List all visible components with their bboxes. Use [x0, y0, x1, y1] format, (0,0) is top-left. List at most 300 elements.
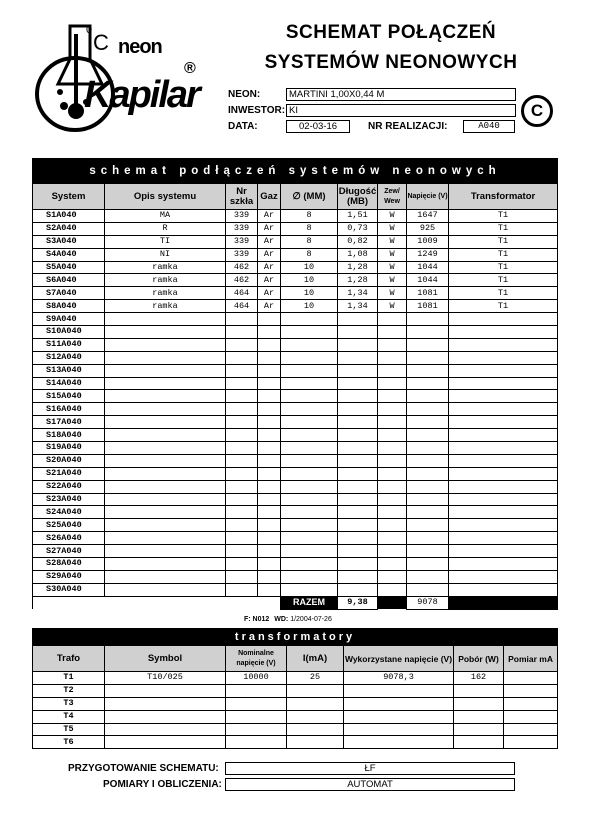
system-row — [33, 583, 558, 596]
cell-voltage: 1647 — [407, 210, 449, 223]
cell-trafo-symbol — [105, 697, 226, 710]
cell-transformer — [449, 326, 558, 339]
cell-gas — [258, 454, 281, 467]
system-row — [33, 287, 558, 300]
cell-power — [454, 684, 504, 697]
cell-measurement — [504, 723, 558, 736]
cell-gas — [258, 364, 281, 377]
cell-placement: W — [378, 300, 407, 313]
cell-placement — [378, 467, 407, 480]
cell-length — [338, 364, 378, 377]
cell-transformer — [449, 416, 558, 429]
cell-voltage — [407, 570, 449, 583]
cell-system-description — [105, 558, 226, 571]
cell-placement — [378, 454, 407, 467]
logo-c: C — [93, 30, 109, 55]
cell-diameter — [281, 519, 338, 532]
cell-used-voltage — [344, 723, 454, 736]
cell-length — [338, 442, 378, 455]
cell-transformer — [449, 519, 558, 532]
cell-voltage — [407, 403, 449, 416]
cell-glass-number — [226, 390, 258, 403]
cell-system-description — [105, 570, 226, 583]
system-row — [33, 274, 558, 287]
cell-diameter — [281, 364, 338, 377]
cell-system-id: S25A040 — [33, 519, 105, 532]
logo-registered: ® — [184, 60, 196, 77]
system-row — [33, 545, 558, 558]
cell-placement: W — [378, 248, 407, 261]
cell-system-description — [105, 403, 226, 416]
cell-length — [338, 558, 378, 571]
cell-gas — [258, 506, 281, 519]
system-row — [33, 222, 558, 235]
cell-glass-number — [226, 480, 258, 493]
cell-length — [338, 390, 378, 403]
cell-system-id: S8A040 — [33, 300, 105, 313]
cell-transformer — [449, 532, 558, 545]
cell-system-id: S15A040 — [33, 390, 105, 403]
cell-measurement — [504, 736, 558, 749]
totals-label: RAZEM — [281, 596, 338, 609]
realization-number-field[interactable]: A040 — [463, 120, 515, 133]
cell-placement — [378, 377, 407, 390]
cell-system-description — [105, 506, 226, 519]
cell-voltage — [407, 429, 449, 442]
cell-diameter: 10 — [281, 261, 338, 274]
cell-system-id: S14A040 — [33, 377, 105, 390]
cell-transformer: T1 — [449, 235, 558, 248]
cell-transformer: T1 — [449, 300, 558, 313]
system-row — [33, 416, 558, 429]
cell-placement — [378, 338, 407, 351]
cell-system-id: S24A040 — [33, 506, 105, 519]
cell-gas — [258, 403, 281, 416]
cell-transformer: T1 — [449, 274, 558, 287]
measurements-field[interactable]: AUTOMAT — [225, 778, 515, 791]
totals-length: 9,38 — [338, 596, 378, 609]
logo-brand-neon: neon — [118, 36, 162, 58]
cell-length — [338, 326, 378, 339]
cell-system-id: S17A040 — [33, 416, 105, 429]
cell-gas — [258, 583, 281, 596]
cell-system-id: S18A040 — [33, 429, 105, 442]
cell-diameter — [281, 493, 338, 506]
cell-gas — [258, 416, 281, 429]
cell-system-description — [105, 454, 226, 467]
cell-length: 1,34 — [338, 300, 378, 313]
cell-glass-number — [226, 416, 258, 429]
cell-trafo-symbol — [105, 736, 226, 749]
cell-current — [287, 697, 344, 710]
transformers-header-row — [33, 646, 558, 672]
cell-length — [338, 338, 378, 351]
cell-diameter — [281, 338, 338, 351]
measurements-label: POMIARY I OBLICZENIA: — [103, 779, 222, 790]
cell-length: 0,73 — [338, 222, 378, 235]
cell-system-id: S9A040 — [33, 313, 105, 326]
cell-measurement — [504, 672, 558, 685]
cell-transformer — [449, 454, 558, 467]
cell-trafo-symbol — [105, 710, 226, 723]
cell-diameter: 8 — [281, 222, 338, 235]
cell-transformer — [449, 351, 558, 364]
cell-placement — [378, 493, 407, 506]
cell-diameter — [281, 390, 338, 403]
cell-system-description: ramka — [105, 287, 226, 300]
cell-glass-number — [226, 326, 258, 339]
cell-length: 1,28 — [338, 274, 378, 287]
cell-system-id: S28A040 — [33, 558, 105, 571]
cell-voltage — [407, 364, 449, 377]
cell-diameter — [281, 532, 338, 545]
cell-transformer — [449, 506, 558, 519]
system-row — [33, 261, 558, 274]
cell-transformer — [449, 403, 558, 416]
cell-power — [454, 736, 504, 749]
trafo-header-symbol: Symbol — [105, 646, 226, 672]
cell-transformer — [449, 480, 558, 493]
cell-glass-number — [226, 570, 258, 583]
cell-system-id: S5A040 — [33, 261, 105, 274]
cell-placement — [378, 416, 407, 429]
col-header-description: Opis systemu — [105, 184, 226, 210]
cell-glass-number — [226, 583, 258, 596]
cell-system-description: ramka — [105, 261, 226, 274]
cell-transformer — [449, 390, 558, 403]
neon-field[interactable]: MARTINI 1,00X0,44 M — [286, 88, 516, 101]
cell-system-description — [105, 519, 226, 532]
cell-gas — [258, 377, 281, 390]
cell-voltage — [407, 493, 449, 506]
cell-voltage — [407, 454, 449, 467]
trafo-header-nominal-voltage: Nominalne napięcie (V) — [226, 646, 287, 672]
cell-gas: Ar — [258, 235, 281, 248]
system-row — [33, 506, 558, 519]
cell-placement — [378, 429, 407, 442]
cell-transformer: T1 — [449, 248, 558, 261]
cell-glass-number — [226, 377, 258, 390]
cell-trafo-symbol — [105, 723, 226, 736]
cell-voltage — [407, 338, 449, 351]
cell-gas: Ar — [258, 222, 281, 235]
systems-header-row — [33, 184, 558, 210]
cell-length — [338, 403, 378, 416]
cell-gas — [258, 338, 281, 351]
cell-transformer — [449, 493, 558, 506]
systems-table — [32, 158, 558, 610]
cell-system-description: R — [105, 222, 226, 235]
cell-transformer — [449, 313, 558, 326]
cell-power: 162 — [454, 672, 504, 685]
cell-transformer — [449, 377, 558, 390]
cell-system-id: S2A040 — [33, 222, 105, 235]
system-row — [33, 442, 558, 455]
system-row — [33, 429, 558, 442]
system-row — [33, 467, 558, 480]
cell-system-description — [105, 545, 226, 558]
cell-glass-number: 339 — [226, 248, 258, 261]
transformer-row — [33, 736, 558, 749]
col-header-glass-nr: Nr szkła — [226, 184, 258, 210]
systems-banner-text: schemat podłączeń systemów neonowych — [89, 164, 501, 177]
cell-system-id: S21A040 — [33, 467, 105, 480]
cell-transformer: T1 — [449, 210, 558, 223]
cell-voltage — [407, 506, 449, 519]
cell-glass-number: 339 — [226, 222, 258, 235]
cell-voltage — [407, 545, 449, 558]
company-logo — [30, 14, 210, 134]
cell-nominal-voltage — [226, 736, 287, 749]
col-header-diameter: ∅ (MM) — [281, 184, 338, 210]
cell-transformer — [449, 570, 558, 583]
cell-transformer — [449, 364, 558, 377]
cell-length — [338, 519, 378, 532]
cell-placement — [378, 403, 407, 416]
col-header-length: Długość (MB) — [338, 184, 378, 210]
cell-gas — [258, 493, 281, 506]
cell-length: 1,08 — [338, 248, 378, 261]
cell-gas: Ar — [258, 287, 281, 300]
cell-system-id: S3A040 — [33, 235, 105, 248]
transformer-row — [33, 684, 558, 697]
cell-length — [338, 570, 378, 583]
cell-transformer: T1 — [449, 287, 558, 300]
systems-banner — [33, 159, 558, 184]
system-row — [33, 454, 558, 467]
system-row — [33, 519, 558, 532]
cell-current: 25 — [287, 672, 344, 685]
cell-voltage: 1044 — [407, 274, 449, 287]
cell-gas — [258, 558, 281, 571]
cell-gas — [258, 351, 281, 364]
cell-diameter — [281, 558, 338, 571]
cell-diameter — [281, 377, 338, 390]
cell-gas — [258, 570, 281, 583]
cell-gas: Ar — [258, 261, 281, 274]
system-row — [33, 338, 558, 351]
cell-glass-number: 339 — [226, 235, 258, 248]
cell-used-voltage — [344, 697, 454, 710]
cell-placement — [378, 480, 407, 493]
cell-system-id: S11A040 — [33, 338, 105, 351]
cell-voltage — [407, 480, 449, 493]
cell-diameter: 8 — [281, 235, 338, 248]
cell-voltage — [407, 442, 449, 455]
cell-nominal-voltage: 10000 — [226, 672, 287, 685]
cell-system-description — [105, 532, 226, 545]
cell-gas: Ar — [258, 210, 281, 223]
cell-trafo-id: T5 — [33, 723, 105, 736]
cell-voltage: 1249 — [407, 248, 449, 261]
cell-voltage — [407, 416, 449, 429]
cell-diameter — [281, 313, 338, 326]
copyright-icon: C — [521, 95, 553, 127]
cell-length — [338, 506, 378, 519]
cell-placement — [378, 313, 407, 326]
col-header-ext-int: Zew/ Wew — [378, 184, 407, 210]
date-field[interactable]: 02-03-16 — [286, 120, 350, 133]
cell-transformer — [449, 442, 558, 455]
cell-diameter: 10 — [281, 287, 338, 300]
cell-diameter — [281, 545, 338, 558]
cell-system-description: TI — [105, 235, 226, 248]
transformer-row — [33, 672, 558, 685]
cell-voltage — [407, 583, 449, 596]
cell-gas — [258, 519, 281, 532]
cell-gas — [258, 467, 281, 480]
cell-glass-number — [226, 442, 258, 455]
cell-placement: W — [378, 287, 407, 300]
system-row — [33, 403, 558, 416]
cell-diameter — [281, 506, 338, 519]
col-header-transformer: Transformator — [449, 184, 558, 210]
cell-system-id: S20A040 — [33, 454, 105, 467]
cell-glass-number — [226, 403, 258, 416]
cell-used-voltage: 9078,3 — [344, 672, 454, 685]
cell-placement — [378, 583, 407, 596]
page-title-line1: SCHEMAT POŁĄCZEŃ — [285, 22, 497, 43]
cell-transformer — [449, 558, 558, 571]
cell-gas — [258, 326, 281, 339]
cell-glass-number: 339 — [226, 210, 258, 223]
cell-system-description — [105, 377, 226, 390]
cell-system-description: MA — [105, 210, 226, 223]
cell-gas — [258, 480, 281, 493]
cell-power — [454, 710, 504, 723]
cell-transformer — [449, 338, 558, 351]
system-row — [33, 351, 558, 364]
cell-diameter — [281, 351, 338, 364]
system-row — [33, 248, 558, 261]
totals-voltage: 9078 — [407, 596, 449, 609]
cell-system-description — [105, 493, 226, 506]
cell-system-id: S13A040 — [33, 364, 105, 377]
cell-measurement — [504, 684, 558, 697]
cell-voltage — [407, 377, 449, 390]
cell-placement: W — [378, 222, 407, 235]
cell-system-id: S29A040 — [33, 570, 105, 583]
transformer-row — [33, 697, 558, 710]
system-row — [33, 326, 558, 339]
cell-diameter: 8 — [281, 210, 338, 223]
cell-placement — [378, 570, 407, 583]
cell-placement — [378, 364, 407, 377]
cell-gas — [258, 545, 281, 558]
cell-gas: Ar — [258, 248, 281, 261]
realization-number-label: NR REALIZACJI: — [368, 121, 448, 132]
cell-length — [338, 532, 378, 545]
cell-trafo-symbol: T10/025 — [105, 672, 226, 685]
cell-transformer — [449, 545, 558, 558]
cell-system-id: S4A040 — [33, 248, 105, 261]
date-label: DATA: — [228, 121, 258, 132]
cell-current — [287, 684, 344, 697]
cell-system-description — [105, 338, 226, 351]
cell-diameter — [281, 454, 338, 467]
cell-glass-number — [226, 519, 258, 532]
trafo-header-measurement: Pomiar mA — [504, 646, 558, 672]
cell-system-description — [105, 416, 226, 429]
cell-trafo-id: T4 — [33, 710, 105, 723]
cell-used-voltage — [344, 684, 454, 697]
cell-gas: Ar — [258, 300, 281, 313]
form-reference — [244, 616, 332, 623]
cell-voltage: 1081 — [407, 300, 449, 313]
cell-system-id: S30A040 — [33, 583, 105, 596]
cell-length — [338, 480, 378, 493]
col-header-gas: Gaz — [258, 184, 281, 210]
cell-system-description: NI — [105, 248, 226, 261]
cell-diameter — [281, 583, 338, 596]
transformers-table — [32, 628, 558, 749]
cell-transformer — [449, 429, 558, 442]
cell-transformer: T1 — [449, 261, 558, 274]
cell-glass-number: 462 — [226, 274, 258, 287]
cell-system-id: S19A040 — [33, 442, 105, 455]
trafo-header-power: Pobór (W) — [454, 646, 504, 672]
cell-placement: W — [378, 235, 407, 248]
system-row — [33, 210, 558, 223]
cell-voltage: 925 — [407, 222, 449, 235]
cell-diameter: 10 — [281, 274, 338, 287]
cell-system-description — [105, 583, 226, 596]
cell-diameter — [281, 480, 338, 493]
cell-system-description — [105, 351, 226, 364]
cell-placement — [378, 326, 407, 339]
transformers-banner — [33, 629, 558, 646]
system-row — [33, 558, 558, 571]
cell-voltage — [407, 558, 449, 571]
cell-diameter — [281, 403, 338, 416]
cell-system-id: S26A040 — [33, 532, 105, 545]
cell-placement — [378, 558, 407, 571]
cell-system-id: S1A040 — [33, 210, 105, 223]
investor-label: INWESTOR: — [228, 105, 286, 116]
cell-system-description — [105, 467, 226, 480]
cell-current — [287, 736, 344, 749]
cell-glass-number — [226, 532, 258, 545]
cell-placement: W — [378, 274, 407, 287]
cell-system-id: S27A040 — [33, 545, 105, 558]
cell-placement — [378, 519, 407, 532]
cell-length — [338, 429, 378, 442]
cell-length — [338, 351, 378, 364]
cell-length — [338, 545, 378, 558]
cell-placement — [378, 442, 407, 455]
cell-glass-number — [226, 506, 258, 519]
prepared-by-field[interactable]: ŁF — [225, 762, 515, 775]
system-row — [33, 480, 558, 493]
cell-system-description: ramka — [105, 274, 226, 287]
cell-placement — [378, 545, 407, 558]
cell-system-description — [105, 326, 226, 339]
cell-nominal-voltage — [226, 684, 287, 697]
cell-nominal-voltage — [226, 697, 287, 710]
investor-field[interactable]: KI — [286, 104, 516, 117]
col-header-system: System — [33, 184, 105, 210]
cell-glass-number: 464 — [226, 287, 258, 300]
trafo-header-used-voltage: Wykorzystane napięcie (V) — [344, 646, 454, 672]
cell-gas — [258, 390, 281, 403]
cell-measurement — [504, 710, 558, 723]
cell-nominal-voltage — [226, 723, 287, 736]
cell-voltage — [407, 390, 449, 403]
cell-length: 0,82 — [338, 235, 378, 248]
cell-transformer: T1 — [449, 222, 558, 235]
cell-placement — [378, 532, 407, 545]
cell-trafo-id: T2 — [33, 684, 105, 697]
